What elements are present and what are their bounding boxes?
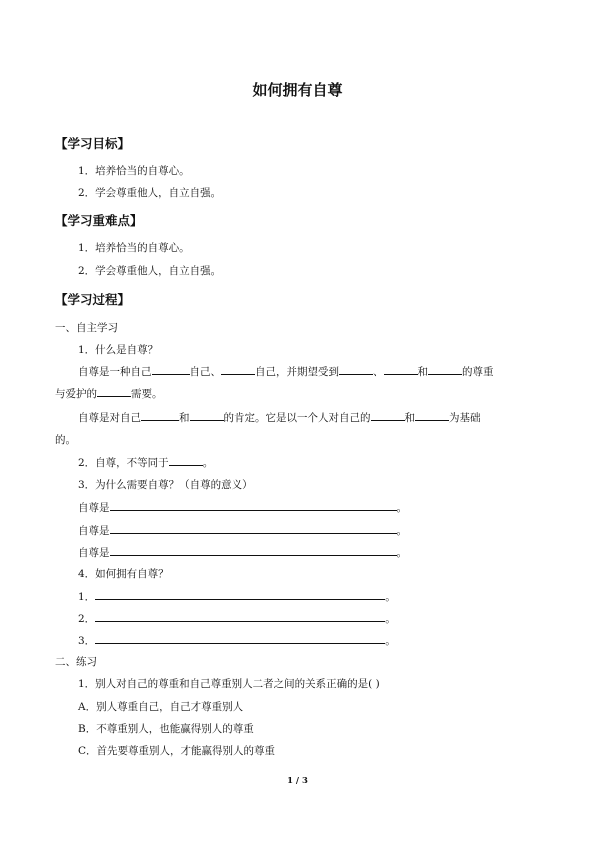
section-heading-goals: 【学习目标】	[55, 136, 131, 151]
blank[interactable]	[190, 410, 224, 421]
blank[interactable]	[339, 364, 373, 375]
fill-in-paragraph-1: 自尊是一种自己 自己、 自己，并期望受到 、 和 的尊重	[78, 366, 494, 378]
blank[interactable]	[169, 455, 203, 466]
answer-line[interactable]	[95, 588, 385, 600]
section-heading-key-points: 【学习重难点】	[55, 213, 143, 228]
goal-item: 2．学会尊重他人，自立自强。	[78, 187, 222, 199]
blank[interactable]	[415, 410, 449, 421]
key-point-item: 1．培养恰当的自尊心。	[78, 242, 190, 254]
goal-item: 1．培养恰当的自尊心。	[78, 165, 190, 177]
part-title-self-study: 一、自主学习	[55, 322, 118, 334]
meaning-line: 自尊是 。	[78, 499, 407, 515]
blank[interactable]	[221, 364, 255, 375]
option-a: A．别人尊重自己，自己才尊重别人	[78, 701, 244, 713]
blank[interactable]	[384, 364, 418, 375]
answer-line[interactable]	[95, 610, 385, 622]
question-1: 1．什么是自尊？	[78, 344, 159, 356]
section-heading-process: 【学习过程】	[55, 292, 131, 307]
meaning-line: 自尊是 。	[78, 544, 407, 560]
page-number: 1 / 3	[287, 776, 308, 786]
way-line: 1． 。	[78, 588, 396, 604]
question-3: 3．为什么需要自尊？（自尊的意义）	[78, 479, 253, 491]
answer-line[interactable]	[110, 522, 397, 534]
answer-line[interactable]	[95, 632, 385, 644]
blank[interactable]	[152, 364, 190, 375]
meaning-line: 自尊是 。	[78, 522, 407, 538]
fill-in-paragraph-2: 自尊是对自己 和 的肯定。它是以一个人对自己的 和 为基础	[78, 412, 481, 424]
part-title-exercise: 二、练习	[55, 656, 97, 668]
blank[interactable]	[428, 364, 462, 375]
page-title: 如何拥有自尊	[252, 81, 343, 99]
exercise-question-1: 1．别人对自己的尊重和自己尊重别人二者之间的关系正确的是( )	[78, 678, 380, 690]
answer-line[interactable]	[110, 544, 397, 556]
fill-in-paragraph-1-cont: 与爱护的 需要。	[55, 388, 163, 400]
way-line: 3． 。	[78, 632, 396, 648]
option-c: C．首先要尊重别人，才能赢得别人的尊重	[78, 745, 276, 757]
blank[interactable]	[371, 410, 405, 421]
blank[interactable]	[141, 410, 179, 421]
key-point-item: 2．学会尊重他人，自立自强。	[78, 265, 222, 277]
blank[interactable]	[97, 386, 131, 397]
fill-in-paragraph-2-cont: 的。	[55, 434, 76, 446]
question-4: 4．如何拥有自尊？	[78, 568, 169, 580]
question-2: 2．自尊，不等同于 。	[78, 457, 214, 469]
answer-line[interactable]	[110, 499, 397, 511]
option-b: B．不尊重别人，也能赢得别人的尊重	[78, 723, 254, 735]
way-line: 2． 。	[78, 610, 396, 626]
